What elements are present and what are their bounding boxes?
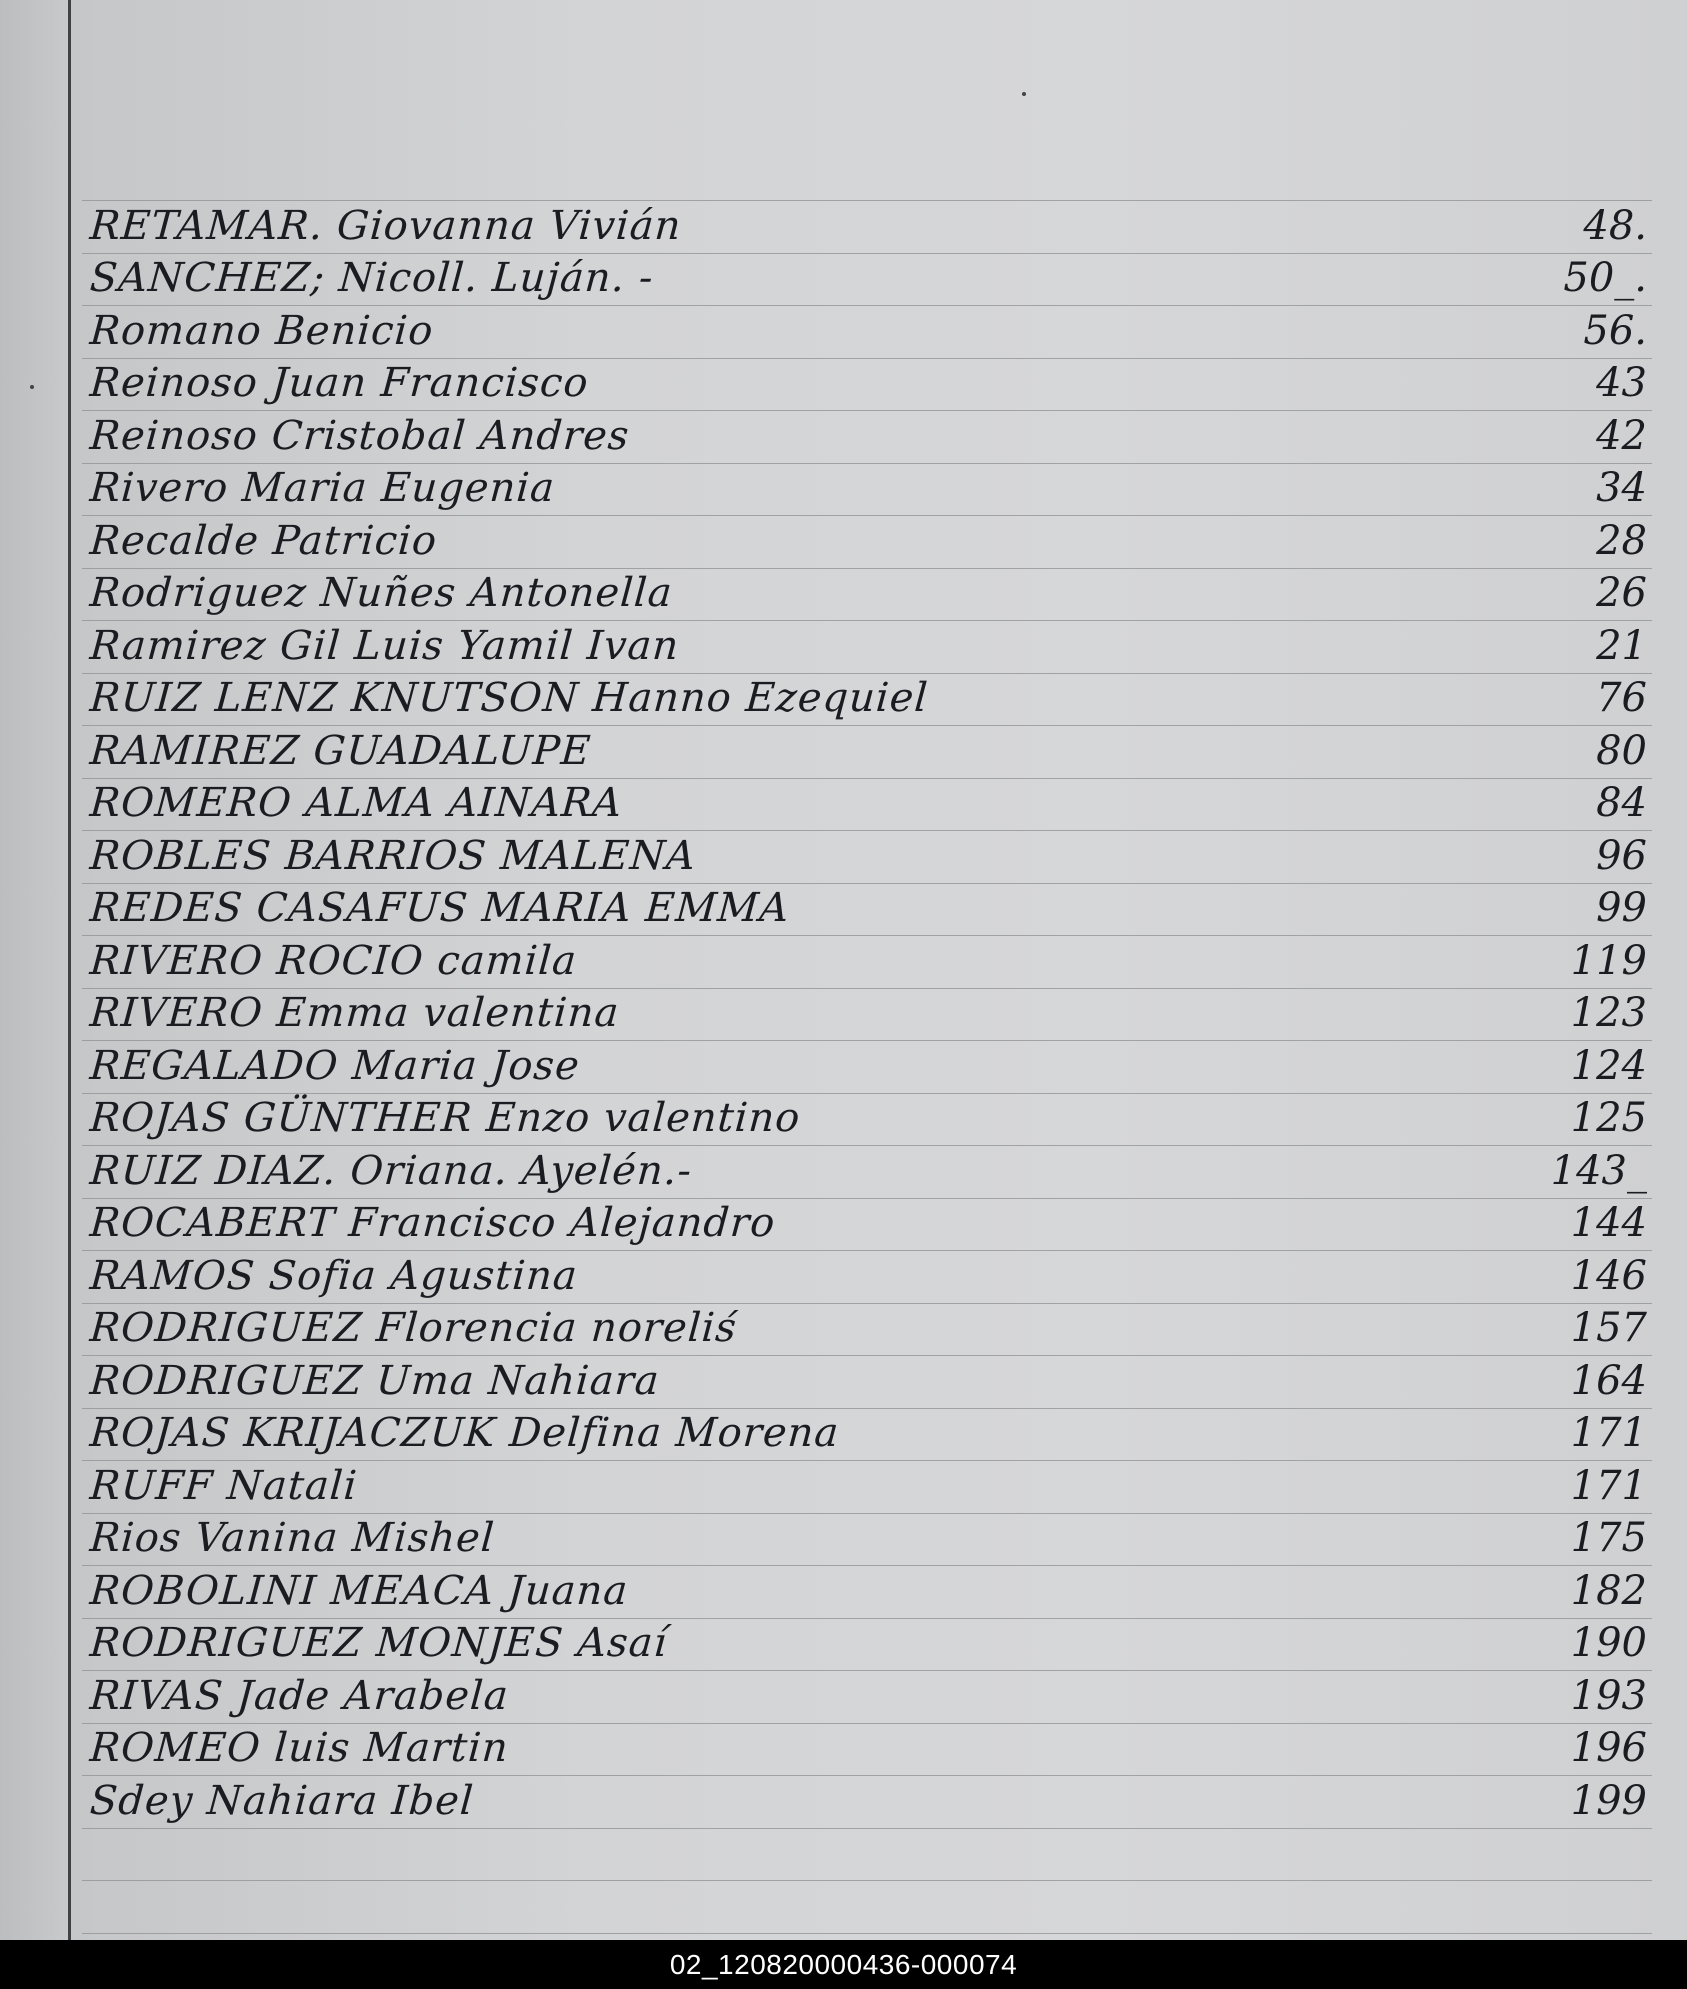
student-name: RIVAS Jade Arabela xyxy=(88,1672,511,1719)
entry-number: 144 xyxy=(1570,1200,1647,1246)
list-item xyxy=(0,253,1687,305)
student-name: ROMERO ALMA AINARA xyxy=(88,780,624,826)
scan-id-label: 02_120820000436-000074 xyxy=(669,1948,1018,1980)
list-item xyxy=(0,1251,1687,1303)
student-name: REDES CASAFUS MARIA EMMA xyxy=(88,885,792,931)
student-name: RIVERO Emma valentina xyxy=(88,990,622,1036)
list-item xyxy=(0,201,1687,253)
student-name: Ramirez Gil Luis Yamil Ivan xyxy=(88,622,681,669)
student-name: Rodriguez Nuñes Antonella xyxy=(88,570,675,616)
student-name: Rios Vanina Mishel xyxy=(88,1515,497,1561)
list-item xyxy=(0,1513,1687,1565)
student-name: ROJAS KRIJACZUK Delfina Morena xyxy=(88,1410,841,1456)
entry-number: 193 xyxy=(1570,1672,1647,1719)
stray-dot xyxy=(30,385,34,389)
student-name: RETAMAR. Giovanna Vivián xyxy=(88,202,684,249)
list-item xyxy=(0,411,1687,463)
stray-dot xyxy=(1022,92,1026,96)
list-item xyxy=(0,516,1687,568)
list-item xyxy=(0,1776,1687,1828)
list-item xyxy=(0,1461,1687,1513)
student-name: Rivero Maria Eugenia xyxy=(88,465,557,511)
scan-footer xyxy=(0,1940,1687,1989)
student-name: SANCHEZ; Nicoll. Luján. - xyxy=(88,255,656,301)
student-name: ROBOLINI MEACA Juana xyxy=(88,1567,630,1614)
student-name: RODRIGUEZ MONJES Asaí xyxy=(88,1620,670,1666)
list-item xyxy=(0,1041,1687,1093)
entry-number: 96 xyxy=(1596,832,1647,879)
student-name: Recalde Patricio xyxy=(88,517,439,564)
student-name: Reinoso Cristobal Andres xyxy=(88,412,632,459)
list-item xyxy=(0,673,1687,725)
student-name: RAMIREZ GUADALUPE xyxy=(88,727,593,774)
list-item xyxy=(0,1356,1687,1408)
list-item xyxy=(0,1723,1687,1775)
list-item xyxy=(0,883,1687,935)
entry-number: 146 xyxy=(1570,1252,1647,1299)
student-name: Sdey Nahiara Ibel xyxy=(88,1777,476,1824)
list-item xyxy=(0,1303,1687,1355)
student-name: ROCABERT Francisco Alejandro xyxy=(88,1200,777,1246)
entry-number: 119 xyxy=(1570,937,1647,984)
list-item xyxy=(0,988,1687,1040)
entry-number: 164 xyxy=(1570,1357,1647,1404)
entry-number: 56. xyxy=(1583,307,1647,354)
student-name: RUIZ DIAZ. Oriana. Ayelén.- xyxy=(88,1147,694,1194)
list-item xyxy=(0,621,1687,673)
entry-number: 125 xyxy=(1570,1095,1647,1141)
ruled-line xyxy=(82,1880,1652,1881)
entry-number: 190 xyxy=(1570,1620,1647,1666)
list-item xyxy=(0,358,1687,410)
entry-number: 48. xyxy=(1583,202,1647,249)
entry-number: 34 xyxy=(1596,465,1647,511)
student-name: RAMOS Sofia Agustina xyxy=(88,1252,580,1299)
entry-number: 26 xyxy=(1596,570,1647,616)
entry-number: 21 xyxy=(1596,622,1647,669)
list-item xyxy=(0,1093,1687,1145)
entry-number: 199 xyxy=(1570,1777,1647,1824)
list-item xyxy=(0,726,1687,778)
list-item xyxy=(0,1408,1687,1460)
student-name: ROBLES BARRIOS MALENA xyxy=(88,832,698,879)
entry-number: 80 xyxy=(1596,727,1647,774)
entry-number: 171 xyxy=(1570,1410,1647,1456)
student-name: RUIZ LENZ KNUTSON Hanno Ezequiel xyxy=(88,675,930,721)
entry-number: 43 xyxy=(1596,360,1647,406)
list-item xyxy=(0,1198,1687,1250)
student-name: Romano Benicio xyxy=(88,307,436,354)
list-item xyxy=(0,936,1687,988)
entry-number: 157 xyxy=(1570,1305,1647,1351)
entry-number: 123 xyxy=(1570,990,1647,1036)
entry-number: 182 xyxy=(1570,1567,1647,1614)
entry-number: 76 xyxy=(1596,675,1647,721)
student-name: ROMEO luis Martin xyxy=(88,1725,511,1771)
student-name: ROJAS GÜNTHER Enzo valentino xyxy=(88,1095,803,1141)
list-item xyxy=(0,463,1687,515)
list-item xyxy=(0,1618,1687,1670)
entry-number: 124 xyxy=(1570,1042,1647,1089)
student-name: REGALADO Maria Jose xyxy=(88,1042,582,1089)
entry-number: 28 xyxy=(1596,517,1647,564)
student-name: RODRIGUEZ Florencia noreliś xyxy=(88,1305,739,1351)
student-name: RODRIGUEZ Uma Nahiara xyxy=(88,1357,662,1404)
entry-number: 143_ xyxy=(1550,1147,1647,1194)
entry-number: 84 xyxy=(1596,780,1647,826)
ruled-line xyxy=(82,1828,1652,1829)
student-name: RUFF Natali xyxy=(88,1462,360,1509)
entry-number: 99 xyxy=(1596,885,1647,931)
list-item xyxy=(0,831,1687,883)
student-name: RIVERO ROCIO camila xyxy=(88,937,579,984)
entry-number: 175 xyxy=(1570,1515,1647,1561)
student-name: Reinoso Juan Francisco xyxy=(88,360,591,406)
list-item xyxy=(0,568,1687,620)
list-item xyxy=(0,306,1687,358)
entry-number: 50_. xyxy=(1563,255,1647,301)
ruled-line xyxy=(82,1933,1652,1934)
list-item xyxy=(0,1146,1687,1198)
list-item xyxy=(0,778,1687,830)
list-item xyxy=(0,1566,1687,1618)
entry-number: 171 xyxy=(1570,1462,1647,1509)
entry-number: 196 xyxy=(1570,1725,1647,1771)
list-item xyxy=(0,1671,1687,1723)
entry-number: 42 xyxy=(1596,412,1647,459)
